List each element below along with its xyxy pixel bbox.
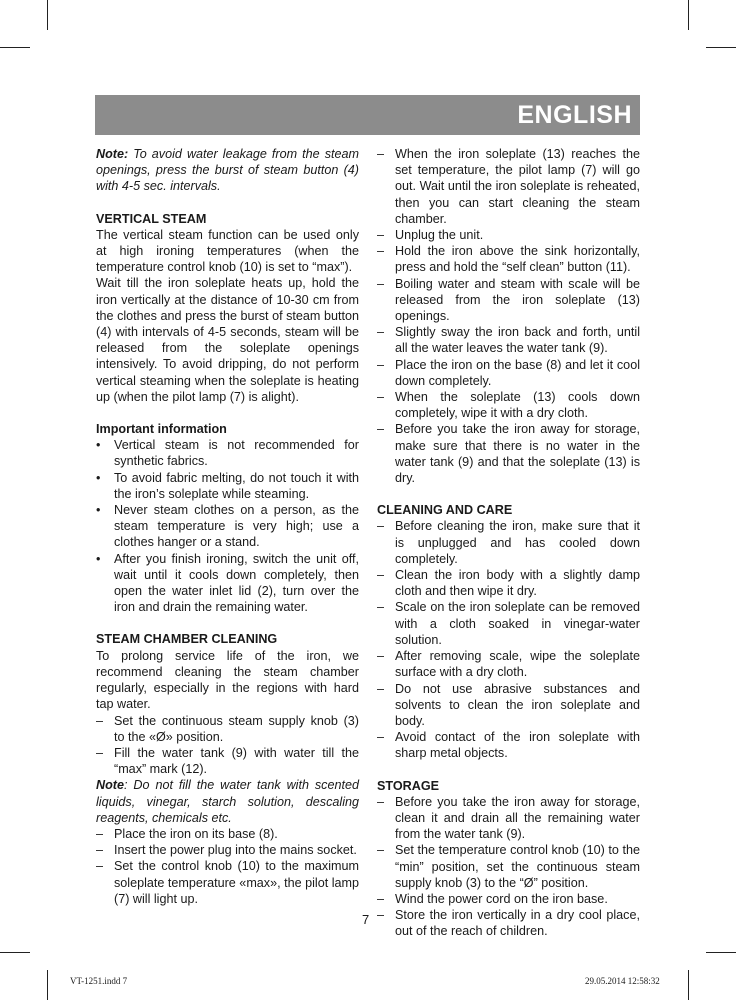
- bullet-marker: •: [96, 503, 101, 518]
- note-paragraph: [96, 146, 359, 195]
- dash-marker: –: [377, 649, 385, 664]
- crop-mark: [706, 47, 736, 48]
- chamber-note: [96, 777, 359, 826]
- crop-mark: [0, 952, 30, 953]
- footer-file-name: VT-1251.indd 7: [70, 976, 128, 986]
- list-item: [96, 826, 359, 842]
- list-item-text: Place the iron on its base (8).: [114, 826, 278, 841]
- dash-marker: –: [377, 794, 385, 809]
- list-item-text: Clean the iron body with a slightly damp cloth and then wipe it dry.: [395, 568, 640, 599]
- list-item: [96, 745, 359, 777]
- language-title: ENGLISH: [517, 101, 632, 129]
- list-item-text: Store the iron vertically in a dry cool place, out of the reach of children.: [395, 908, 640, 939]
- dash-marker: –: [377, 147, 385, 161]
- list-item: [96, 470, 359, 502]
- dash-marker: –: [96, 745, 104, 760]
- list-item-text: Set the temperature control knob (10) to the “min” position, set the continuous steam supply knob (3) to the “Ø” position.: [395, 843, 640, 890]
- dash-marker: –: [377, 908, 385, 923]
- dash-marker: –: [96, 713, 104, 728]
- list-item: [377, 324, 640, 356]
- chamber-note-text: : Do not fill the water tank with scented liquids, vinegar, starch solution, descaling reagents, chemicals etc.: [96, 778, 359, 825]
- important-heading: Important information: [96, 422, 227, 437]
- crop-mark: [0, 47, 30, 48]
- dash-marker: –: [377, 843, 385, 858]
- chamber-note-label: Note: [96, 778, 124, 793]
- right-column: [377, 146, 640, 940]
- list-item-text: Never steam clothes on a person, as the steam temperature is very high; use a clothes hanger or a stand.: [114, 503, 359, 550]
- list-item-text: Vertical steam is not recommended for synthetic fabrics.: [114, 438, 359, 469]
- list-item-text: Do not use abrasive substances and solvents to clean the iron soleplate and body.: [395, 681, 640, 728]
- note-label: Note:: [96, 147, 129, 161]
- list-item-text: Before cleaning the iron, make sure that it is unplugged and has cooled down completely.: [395, 519, 640, 566]
- list-item: [377, 276, 640, 325]
- list-item-text: After you finish ironing, switch the unit off, wait until it cools down completely, then open the water inlet lid (2), turn over the iron and drain the remaining water.: [114, 551, 359, 615]
- note-text: To avoid water leakage from the steam openings, press the burst of steam button (4) with 4-5 sec. intervals.: [96, 147, 359, 194]
- bullet-marker: •: [96, 470, 101, 485]
- dash-marker: –: [377, 681, 385, 696]
- footer-timestamp: 29.05.2014 12:58:32: [585, 976, 660, 986]
- list-item-text: When the soleplate (13) cools down completely, wipe it with a dry cloth.: [395, 390, 640, 421]
- list-item: [96, 551, 359, 616]
- list-item: [377, 567, 640, 599]
- steam-chamber-heading: STEAM CHAMBER CLEANING: [96, 632, 278, 647]
- list-item: [377, 227, 640, 243]
- list-item: [377, 357, 640, 389]
- dash-marker: –: [377, 422, 385, 437]
- list-item: [96, 502, 359, 551]
- dash-marker: –: [377, 357, 385, 372]
- crop-mark: [706, 952, 736, 953]
- crop-mark: [688, 970, 689, 1000]
- language-header-bar: [95, 95, 640, 135]
- list-item-text: Place the iron on the base (8) and let it cool down completely.: [395, 357, 640, 388]
- dash-marker: –: [377, 519, 385, 534]
- page-number: 7: [362, 912, 370, 927]
- list-item-text: Set the control knob (10) to the maximum soleplate temperature «max», the pilot lamp (7) will light up.: [114, 859, 360, 906]
- dash-marker: –: [377, 568, 385, 583]
- dash-marker: –: [377, 325, 385, 340]
- list-item: [377, 648, 640, 680]
- list-item-text: Before you take the iron away for storage, make sure that there is no water in the water tank (9) and that the soleplate (13) is dry.: [395, 422, 640, 486]
- list-item-text: Boiling water and steam with scale will be released from the iron soleplate (13) openings.: [395, 276, 640, 324]
- dash-marker: –: [377, 390, 385, 405]
- list-item: [377, 243, 640, 275]
- list-item-text: Before you take the iron away for storage, clean it and drain all the remaining water from the water tank (9).: [395, 794, 640, 842]
- crop-mark: [688, 0, 689, 30]
- dash-marker: –: [96, 859, 104, 874]
- cleaning-heading: CLEANING AND CARE: [377, 503, 513, 518]
- crop-mark: [47, 970, 48, 1000]
- dash-marker: –: [377, 228, 385, 243]
- vertical-steam-heading: VERTICAL STEAM: [96, 211, 207, 226]
- dash-marker: –: [377, 600, 385, 615]
- list-item-text: Slightly sway the iron back and forth, until all the water leaves the water tank (9).: [395, 325, 640, 356]
- steam-chamber-paragraph: To prolong service life of the iron, we recommend cleaning the steam chamber regularly, especially in the regions with hard tap water.: [96, 648, 359, 712]
- list-item-text: Set the continuous steam supply knob (3) to the «Ø» position.: [114, 713, 359, 744]
- list-item-text: Insert the power plug into the mains socket.: [114, 843, 357, 858]
- storage-heading: STORAGE: [377, 778, 440, 793]
- list-item-text: After removing scale, wipe the soleplate surface with a dry cloth.: [395, 649, 640, 680]
- list-item-text: Wind the power cord on the iron base.: [395, 891, 608, 906]
- dash-marker: –: [377, 730, 385, 745]
- dash-marker: –: [377, 276, 385, 291]
- list-item-text: Scale on the iron soleplate can be removed with a cloth soaked in vinegar-water solution.: [395, 600, 640, 647]
- list-item: [377, 681, 640, 730]
- list-item: [377, 421, 640, 486]
- list-item: [377, 146, 640, 227]
- dash-marker: –: [377, 891, 385, 906]
- list-item: [96, 842, 359, 858]
- list-item: [96, 713, 359, 745]
- list-item-text: Unplug the unit.: [395, 228, 484, 243]
- crop-mark: [47, 0, 48, 30]
- list-item: [377, 794, 640, 843]
- list-item: [377, 842, 640, 891]
- list-item: [377, 599, 640, 648]
- list-item: [377, 729, 640, 761]
- list-item: [96, 437, 359, 469]
- list-item-text: Fill the water tank (9) with water till the “max” mark (12).: [114, 745, 359, 777]
- dash-marker: –: [96, 826, 104, 841]
- list-item-text: When the iron soleplate (13) reaches the set temperature, the pilot lamp (7) will go out. Wait until the iron soleplate is reheated, then you can start cleaning the steam chamber.: [395, 147, 640, 226]
- list-item: [377, 389, 640, 421]
- vertical-steam-paragraph: The vertical steam function can be used only at high ironing temperatures (when the temperature control knob (10) is set to “max”).: [96, 227, 359, 275]
- list-item: [377, 907, 640, 939]
- left-column: [96, 146, 359, 907]
- list-item: [377, 518, 640, 567]
- dash-marker: –: [377, 244, 385, 259]
- dash-marker: –: [96, 843, 104, 858]
- bullet-marker: •: [96, 551, 101, 566]
- list-item-text: Avoid contact of the iron soleplate with sharp metal objects.: [395, 730, 640, 761]
- bullet-marker: •: [96, 438, 101, 453]
- list-item: [96, 858, 359, 907]
- list-item-text: Hold the iron above the sink horizontally, press and hold the “self clean” button (11).: [395, 244, 640, 275]
- list-item-text: To avoid fabric melting, do not touch it with the iron’s soleplate while steaming.: [114, 470, 359, 501]
- list-item: [377, 891, 640, 907]
- vertical-steam-paragraph: Wait till the iron soleplate heats up, hold the iron vertically at the distance of 10-30 cm from the clothes and press the burst of steam button (4) with intervals of 4-5 seconds, steam will be released from the soleplate openings intensively. To avoid dripping, do not perform vertical steaming when the soleplate is heating up (when the pilot lamp (7) is alight).: [96, 276, 359, 404]
